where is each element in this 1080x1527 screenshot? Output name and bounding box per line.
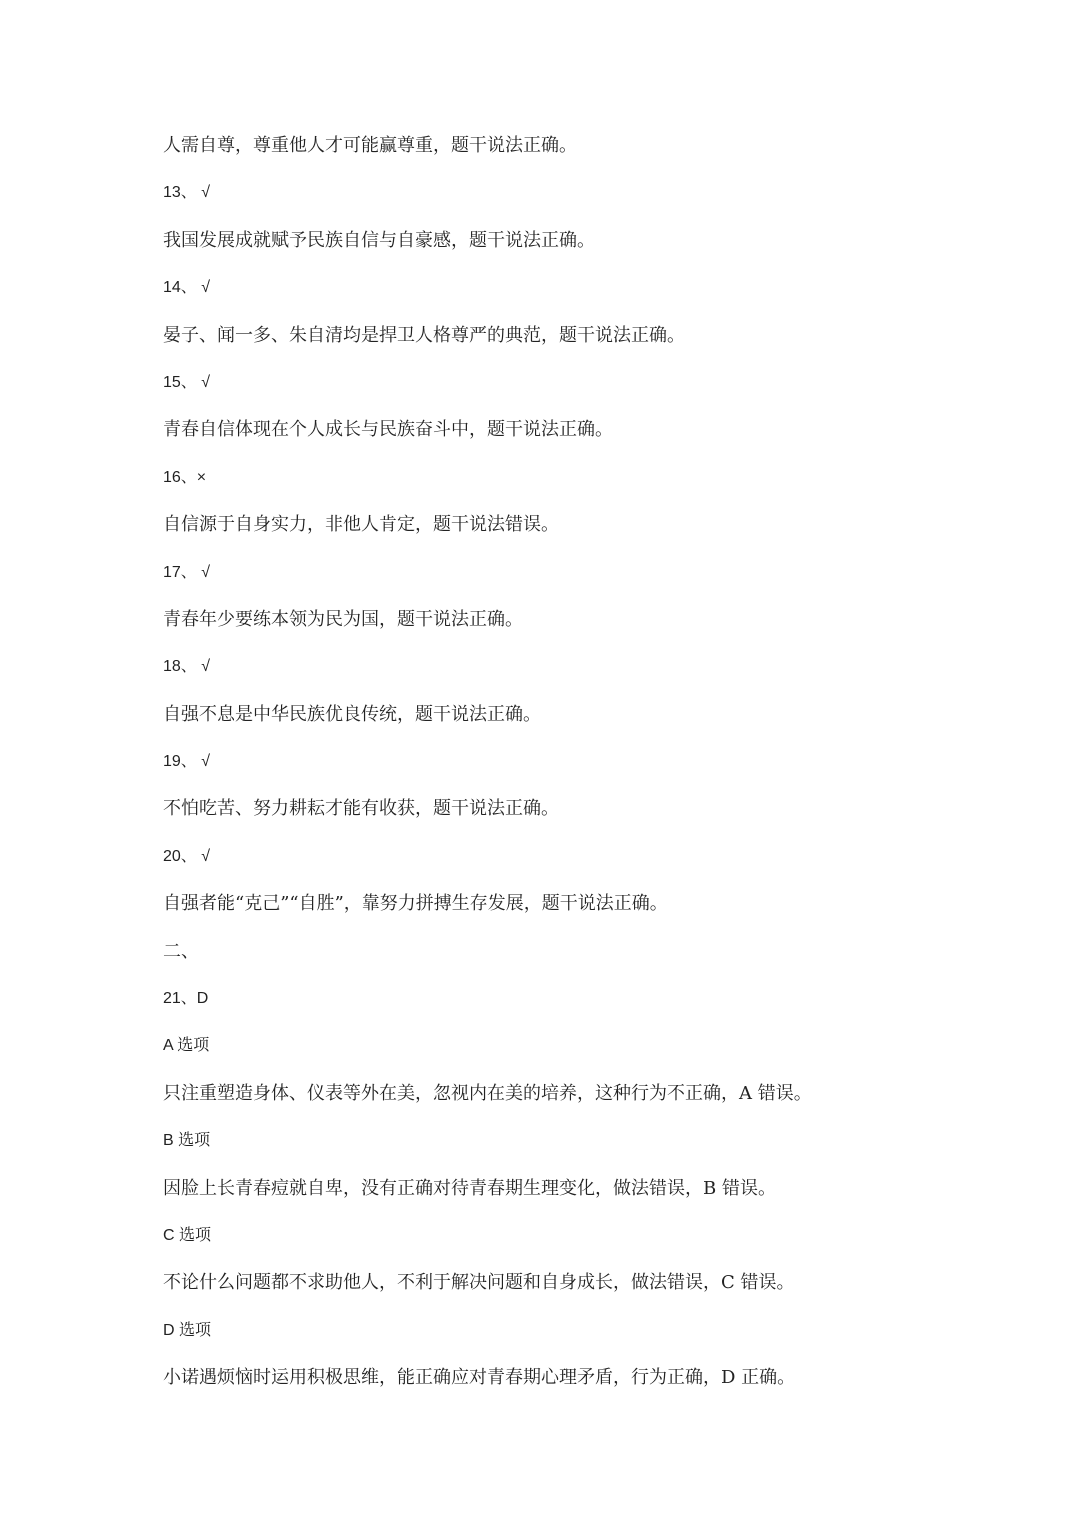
explanation-line: 因脸上长青春痘就自卑，没有正确对待青春期生理变化，做法错误，B 错误。 <box>163 1177 776 1199</box>
answer-number-line: 21、D <box>163 990 209 1008</box>
explanation-line: 只注重塑造身体、仪表等外在美，忽视内在美的培养，这种行为不正确，A 错误。 <box>163 1082 812 1104</box>
answer-number-line: 19、 √ <box>163 753 211 771</box>
answer-number-line: 14、 √ <box>163 279 211 297</box>
explanation-line: 青春自信体现在个人成长与民族奋斗中，题干说法正确。 <box>163 419 613 441</box>
answer-number-line: 13、 √ <box>163 184 211 202</box>
answer-number-line: 18、 √ <box>163 658 211 676</box>
explanation-line: 自强不息是中华民族优良传统，题干说法正确。 <box>163 703 541 725</box>
section-heading: 二、 <box>163 940 199 962</box>
explanation-line: 晏子、闻一多、朱自清均是捍卫人格尊严的典范，题干说法正确。 <box>163 324 685 346</box>
explanation-line: 人需自尊，尊重他人才可能赢尊重，题干说法正确。 <box>163 135 577 156</box>
explanation-line: 小诺遇烦恼时运用积极思维，能正确应对青春期心理矛盾，行为正确，D 正确。 <box>163 1367 796 1389</box>
option-label: A 选项 <box>163 1037 210 1055</box>
answer-number-line: 15、 √ <box>163 373 211 391</box>
explanation-line: 不论什么问题都不求助他人，不利于解决问题和自身成长，做法错误，C 错误。 <box>163 1272 795 1294</box>
answer-number-line: 17、 √ <box>163 563 211 581</box>
option-label: D 选项 <box>163 1321 212 1339</box>
explanation-line: 自信源于自身实力，非他人肯定，题干说法错误。 <box>163 514 559 536</box>
explanation-line: 我国发展成就赋予民族自信与自豪感，题干说法正确。 <box>163 229 595 251</box>
option-label: C 选项 <box>163 1226 212 1244</box>
answer-number-line: 20、 √ <box>163 847 211 865</box>
option-label: B 选项 <box>163 1132 211 1150</box>
answer-text-body <box>163 132 1023 1412</box>
explanation-line: 不怕吃苦、努力耕耘才能有收获，题干说法正确。 <box>163 798 559 820</box>
answer-number-line: 16、× <box>163 468 207 486</box>
explanation-line: 青春年少要练本领为民为国，题干说法正确。 <box>163 608 523 630</box>
explanation-line: 自强者能“克己”“自胜”，靠努力拼搏生存发展，题干说法正确。 <box>163 893 668 915</box>
